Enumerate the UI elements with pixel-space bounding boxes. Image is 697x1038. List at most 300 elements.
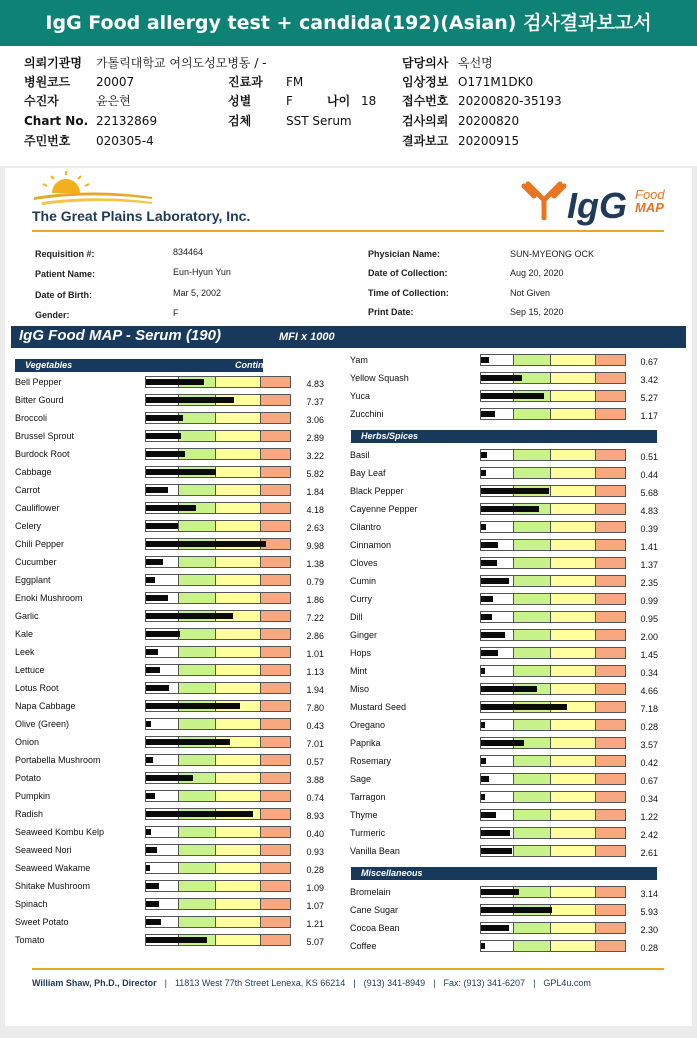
reactivity-fill (146, 793, 155, 799)
zone-mild (513, 540, 550, 550)
patient-field-value: Mar 5, 2002 (173, 288, 222, 298)
reactivity-bar (480, 940, 626, 952)
zone-mild (178, 485, 215, 495)
food-value: 2.86 (306, 631, 324, 641)
reactivity-bar (480, 593, 626, 605)
reactivity-bar (480, 922, 626, 934)
food-name: Thyme (350, 810, 378, 820)
zone-high (260, 611, 290, 621)
zone-moderate (550, 450, 595, 460)
zone-mild (178, 557, 215, 567)
food-value: 0.93 (306, 847, 324, 857)
food-name: Lotus Root (15, 683, 59, 693)
reactivity-fill (481, 722, 485, 728)
food-name: Cabbage (15, 467, 52, 477)
logo-divider (32, 230, 664, 232)
zone-moderate (215, 629, 260, 639)
food-value: 0.28 (306, 865, 324, 875)
reactivity-fill (146, 505, 196, 511)
zone-mild (513, 355, 550, 365)
reactivity-bar (480, 845, 626, 857)
reactivity-fill (146, 739, 230, 745)
zone-moderate (215, 575, 260, 585)
zone-mild (513, 666, 550, 676)
header-label: 검체 (228, 114, 252, 128)
zone-low (481, 792, 513, 802)
food-name: Enoki Mushroom (15, 593, 83, 603)
food-name: Coffee (350, 941, 377, 951)
zone-high (595, 905, 625, 915)
zone-moderate (215, 755, 260, 765)
food-value: 9.98 (306, 541, 324, 551)
zone-high (260, 467, 290, 477)
reactivity-fill (146, 685, 169, 691)
reactivity-fill (481, 614, 492, 620)
food-name: Radish (15, 809, 44, 819)
zone-moderate (215, 827, 260, 837)
zone-high (595, 774, 625, 784)
zone-mild (513, 612, 550, 622)
physician-field-value: SUN-MYEONG OCK (510, 249, 595, 259)
zone-high (260, 683, 290, 693)
header-value: O171M1DK0 (458, 75, 534, 89)
reactivity-fill (146, 451, 185, 457)
reactivity-bar (145, 700, 291, 712)
zone-mild (178, 845, 215, 855)
footer-phone: (913) 341-8949 (363, 978, 426, 988)
zone-moderate (550, 355, 595, 365)
food-name: Turmeric (350, 828, 386, 838)
reactivity-bar (480, 886, 626, 898)
reactivity-fill (146, 703, 240, 709)
reactivity-fill (481, 411, 495, 417)
zone-mild (178, 629, 215, 639)
reactivity-fill (481, 794, 485, 800)
zone-moderate (550, 738, 595, 748)
reactivity-bar (145, 448, 291, 460)
report-banner (0, 0, 697, 46)
zone-high (260, 791, 290, 801)
food-value: 1.94 (306, 685, 324, 695)
physician-field-label: Physician Name: (368, 249, 441, 259)
zone-low (481, 720, 513, 730)
food-name: Chili Pepper (15, 539, 65, 549)
reactivity-bar (480, 827, 626, 839)
zone-mild (513, 630, 550, 640)
food-name: Ginger (350, 630, 378, 640)
food-value: 3.57 (640, 740, 658, 750)
food-name: Vanilla Bean (350, 846, 400, 856)
footer-divider (32, 968, 664, 970)
results-title: IgG Food MAP - Serum (190) (19, 327, 221, 344)
food-value: 0.79 (306, 577, 324, 587)
zone-mild (178, 827, 215, 837)
reactivity-fill (481, 776, 489, 782)
zone-high (595, 355, 625, 365)
zone-high (595, 792, 625, 802)
food-value: 5.07 (306, 937, 324, 947)
food-value: 1.37 (640, 560, 658, 570)
food-value: 0.95 (640, 614, 658, 624)
food-name: Mustard Seed (350, 702, 407, 712)
zone-low (481, 941, 513, 951)
reactivity-bar (145, 646, 291, 658)
zone-moderate (550, 756, 595, 766)
zone-mild (178, 665, 215, 675)
reactivity-bar (480, 737, 626, 749)
reactivity-bar (480, 503, 626, 515)
zone-moderate (215, 899, 260, 909)
zone-high (260, 449, 290, 459)
food-value: 1.01 (306, 649, 324, 659)
header-value: 20200915 (458, 134, 520, 148)
lab-name: The Great Plains Laboratory, Inc. (32, 208, 251, 224)
reactivity-fill (481, 560, 497, 566)
reactivity-fill (146, 415, 183, 421)
reactivity-fill (481, 596, 493, 602)
header-label: 주민번호 (24, 134, 71, 148)
zone-high (260, 935, 290, 945)
header-value: 윤은현 (96, 94, 131, 108)
food-value: 1.21 (306, 919, 324, 929)
reactivity-fill (481, 506, 539, 512)
reactivity-bar (480, 467, 626, 479)
food-name: Dill (350, 612, 363, 622)
zone-mild (513, 810, 550, 820)
zone-mild (513, 594, 550, 604)
zone-high (260, 845, 290, 855)
reactivity-fill (146, 847, 157, 853)
zone-high (595, 887, 625, 897)
reactivity-fill (146, 397, 234, 403)
zone-moderate (215, 935, 260, 945)
food-value: 2.35 (640, 578, 658, 588)
zone-high (595, 391, 625, 401)
reactivity-fill (146, 469, 216, 475)
brand-food-map (635, 188, 665, 214)
header-value: 20200820-35193 (458, 94, 562, 108)
food-name: Bay Leaf (350, 468, 386, 478)
food-name: Pumpkin (15, 791, 51, 801)
zone-mild (513, 558, 550, 568)
reactivity-fill (146, 577, 155, 583)
zone-high (595, 486, 625, 496)
reactivity-fill (146, 379, 204, 385)
zone-mild (178, 413, 215, 423)
footer-web: GPL4u.com (543, 978, 591, 988)
header-value: SST Serum (286, 114, 352, 128)
zone-high (595, 576, 625, 586)
food-name: Celery (15, 521, 42, 531)
zone-high (260, 899, 290, 909)
food-name: Oregano (350, 720, 386, 730)
zone-high (595, 756, 625, 766)
reactivity-bar (145, 790, 291, 802)
food-value: 2.00 (640, 632, 658, 642)
food-name: Basil (350, 450, 370, 460)
food-value: 0.67 (640, 357, 658, 367)
zone-mild (178, 917, 215, 927)
food-name: Carrot (15, 485, 41, 495)
reactivity-fill (481, 524, 486, 530)
food-value: 1.38 (306, 559, 324, 569)
reactivity-bar (145, 502, 291, 514)
request-info-header (0, 46, 697, 166)
zone-high (595, 738, 625, 748)
food-name: Cilantro (350, 522, 382, 532)
food-value: 1.86 (306, 595, 324, 605)
zone-high (260, 557, 290, 567)
zone-moderate (215, 449, 260, 459)
zone-high (260, 485, 290, 495)
zone-moderate (215, 773, 260, 783)
section-vegetables (15, 359, 280, 372)
food-value: 0.57 (306, 757, 324, 767)
reactivity-fill (146, 811, 253, 817)
food-value: 8.93 (306, 811, 324, 821)
food-value: 5.82 (306, 469, 324, 479)
reactivity-bar (145, 862, 291, 874)
zone-high (595, 468, 625, 478)
reactivity-fill (481, 452, 487, 458)
reactivity-bar (145, 376, 291, 388)
zone-high (595, 720, 625, 730)
lab-report-page (5, 168, 692, 1026)
food-value: 7.22 (306, 613, 324, 623)
reactivity-bar (480, 683, 626, 695)
reactivity-fill (146, 865, 150, 871)
zone-low (481, 666, 513, 676)
zone-moderate (550, 828, 595, 838)
zone-mild (513, 941, 550, 951)
food-name: Cauliflower (15, 503, 60, 513)
food-name: Cucumber (15, 557, 57, 567)
food-value: 1.17 (640, 411, 658, 421)
zone-moderate (550, 409, 595, 419)
food-value: 0.74 (306, 793, 324, 803)
zone-mild (178, 593, 215, 603)
zone-mild (178, 791, 215, 801)
reactivity-bar (145, 610, 291, 622)
reactivity-fill (146, 829, 151, 835)
reactivity-bar (145, 934, 291, 946)
reactivity-bar (480, 372, 626, 384)
physician-field-label: Print Date: (368, 307, 414, 317)
food-value: 1.22 (640, 812, 658, 822)
section-vegetables-title: Vegetables (25, 360, 73, 370)
food-name: Burdock Root (15, 449, 70, 459)
zone-low (146, 863, 178, 873)
zone-moderate (215, 881, 260, 891)
section-misc-title: Miscellaneous (361, 868, 423, 878)
zone-moderate (215, 647, 260, 657)
zone-moderate (550, 504, 595, 514)
zone-moderate (550, 666, 595, 676)
zone-moderate (550, 468, 595, 478)
zone-mild (178, 881, 215, 891)
zone-high (260, 377, 290, 387)
zone-moderate (215, 719, 260, 729)
reactivity-bar (145, 520, 291, 532)
reactivity-fill (481, 393, 544, 399)
food-value: 0.40 (306, 829, 324, 839)
zone-moderate (550, 941, 595, 951)
food-name: Napa Cabbage (15, 701, 76, 711)
patient-field-label: Patient Name: (35, 269, 96, 279)
zone-moderate (550, 684, 595, 694)
zone-high (260, 593, 290, 603)
food-name: Lettuce (15, 665, 45, 675)
reactivity-bar (145, 430, 291, 442)
reactivity-fill (481, 889, 519, 895)
reactivity-bar (480, 557, 626, 569)
zone-high (260, 809, 290, 819)
zone-moderate (550, 594, 595, 604)
food-value: 1.45 (640, 650, 658, 660)
header-value: FM (286, 75, 304, 89)
food-value: 7.37 (306, 397, 324, 407)
reactivity-bar (480, 647, 626, 659)
zone-high (595, 409, 625, 419)
reactivity-bar (145, 736, 291, 748)
zone-high (260, 503, 290, 513)
food-value: 7.01 (306, 739, 324, 749)
food-name: Paprika (350, 738, 381, 748)
food-name: Bromelain (350, 887, 391, 897)
reactivity-bar (480, 904, 626, 916)
zone-mild (178, 899, 215, 909)
food-value: 0.44 (640, 470, 658, 480)
zone-high (595, 630, 625, 640)
header-label: 의뢰기관명 (24, 56, 82, 70)
food-name: Cane Sugar (350, 905, 399, 915)
reactivity-bar (480, 539, 626, 551)
reactivity-bar (145, 916, 291, 928)
zone-moderate (550, 391, 595, 401)
food-value: 1.07 (306, 901, 324, 911)
header-label: 진료과 (228, 75, 263, 89)
patient-field-label: Date of Birth: (35, 290, 92, 300)
zone-high (595, 828, 625, 838)
zone-mild (513, 846, 550, 856)
food-value: 1.09 (306, 883, 324, 893)
food-name: Black Pepper (350, 486, 404, 496)
zone-mild (513, 774, 550, 784)
zone-moderate (550, 373, 595, 383)
header-value: 22132869 (96, 114, 158, 128)
zone-moderate (215, 791, 260, 801)
reactivity-bar (480, 791, 626, 803)
footer-fax: Fax: (913) 341-6207 (443, 978, 526, 988)
food-name: Leek (15, 647, 35, 657)
zone-moderate (215, 863, 260, 873)
zone-mild (513, 792, 550, 802)
zone-high (260, 881, 290, 891)
zone-mild (513, 648, 550, 658)
zone-moderate (550, 558, 595, 568)
reactivity-fill (481, 357, 489, 363)
food-value: 7.18 (640, 704, 658, 714)
food-name: Spinach (15, 899, 48, 909)
food-name: Yuca (350, 391, 371, 401)
reactivity-bar (145, 574, 291, 586)
zone-high (260, 629, 290, 639)
results-title-bar (11, 326, 686, 348)
header-label: Chart No. (24, 114, 89, 128)
reactivity-bar (145, 592, 291, 604)
zone-moderate (550, 576, 595, 586)
reactivity-bar (145, 628, 291, 640)
reactivity-fill (146, 523, 178, 529)
section-continued-note: Continued (235, 360, 280, 370)
header-value: 옥선명 (458, 56, 493, 70)
food-value: 0.28 (640, 943, 658, 953)
reactivity-bar (480, 408, 626, 420)
reactivity-bar (480, 521, 626, 533)
zone-moderate (550, 792, 595, 802)
reactivity-fill (481, 686, 537, 692)
food-name: Brussel Sprout (15, 431, 75, 441)
reactivity-bar (145, 754, 291, 766)
reactivity-fill (146, 487, 168, 493)
reactivity-bar (480, 449, 626, 461)
zone-mild (513, 828, 550, 838)
patient-field-label: Gender: (35, 310, 70, 320)
reactivity-bar (480, 629, 626, 641)
reactivity-bar (480, 773, 626, 785)
reactivity-fill (146, 757, 153, 763)
reactivity-bar (480, 485, 626, 497)
reactivity-bar (480, 390, 626, 402)
zone-high (595, 540, 625, 550)
zone-moderate (550, 810, 595, 820)
food-name: Yam (350, 355, 368, 365)
zone-moderate (215, 593, 260, 603)
patient-field-value: F (173, 308, 179, 318)
header-label: 결과보고 (402, 134, 449, 148)
zone-mild (513, 576, 550, 586)
food-name: Sage (350, 774, 372, 784)
section-herbs (351, 430, 657, 443)
food-name: Cocoa Bean (350, 923, 400, 933)
food-name: Miso (350, 684, 370, 694)
food-name: Cinnamon (350, 540, 392, 550)
reactivity-bar (145, 538, 291, 550)
food-value: 4.83 (306, 379, 324, 389)
header-age-value: 18 (361, 94, 377, 108)
zone-moderate (215, 845, 260, 855)
reactivity-bar (145, 826, 291, 838)
zone-moderate (550, 522, 595, 532)
food-name: Seaweed Kombu Kelp (15, 827, 105, 837)
food-value: 2.63 (306, 523, 324, 533)
zone-mild (513, 720, 550, 730)
zone-moderate (215, 521, 260, 531)
reactivity-fill (146, 883, 159, 889)
header-value: 20007 (96, 75, 135, 89)
food-value: 5.27 (640, 393, 658, 403)
physician-field-value: Sep 15, 2020 (510, 307, 564, 317)
zone-moderate (215, 467, 260, 477)
zone-mild (178, 575, 215, 585)
zone-high (260, 521, 290, 531)
food-name: Bell Pepper (15, 377, 62, 387)
reactivity-fill (481, 578, 509, 584)
footer-director: William Shaw, Ph.D., Director (32, 978, 157, 988)
food-value: 5.68 (640, 488, 658, 498)
zone-high (260, 395, 290, 405)
food-name: Tomato (15, 935, 45, 945)
